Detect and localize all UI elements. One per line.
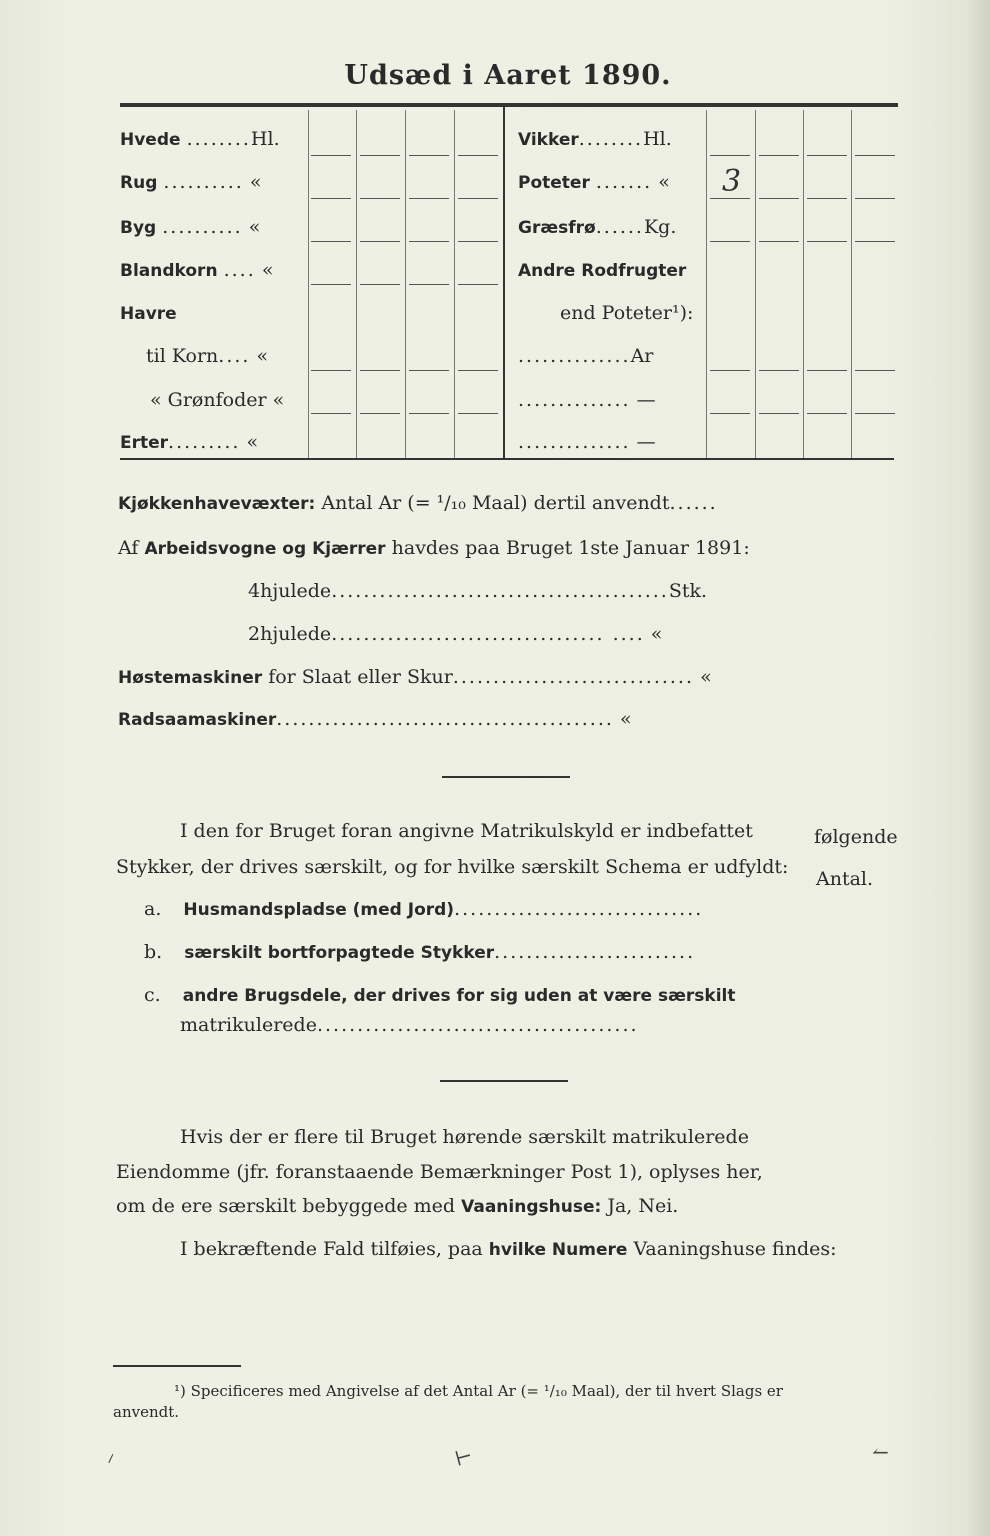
cell-line — [458, 284, 498, 285]
right-row — [518, 431, 656, 453]
cell-line — [855, 155, 895, 156]
top-rule — [120, 103, 898, 107]
radsaa-dots: .......................................... — [276, 708, 614, 730]
row-unit: « — [658, 171, 670, 193]
left-row — [120, 171, 262, 193]
left-row — [120, 259, 273, 281]
page-title: Udsæd i Aaret 1890. — [344, 60, 672, 91]
left-row — [146, 345, 268, 367]
cell-line — [409, 155, 449, 156]
row-label: Blandkorn — [120, 261, 218, 281]
cell-line — [855, 241, 895, 242]
cell-line — [807, 198, 847, 199]
cell-line — [807, 155, 847, 156]
cell-line — [710, 241, 750, 242]
row-label: til Korn — [146, 345, 219, 367]
matrikul-line1: I den for Bruget foran angivne Matrikulskyld er indbefattet — [180, 820, 753, 842]
row-dots: ......... — [168, 431, 241, 453]
hjul2-line — [248, 623, 662, 645]
pen-mark: ⸝ — [100, 1440, 118, 1467]
row-label: Poteter — [518, 173, 590, 193]
row-label: Erter — [120, 433, 169, 453]
hvis-line4-post: Vaaningshuse findes: — [633, 1238, 837, 1260]
hoste-unit: « — [700, 666, 712, 688]
row-unit: « — [248, 216, 261, 238]
cell-line — [311, 284, 351, 285]
cell-line — [807, 413, 847, 414]
row-dots: .... — [218, 345, 251, 367]
cell-line — [311, 413, 351, 414]
hvis-line4-bold: hvilke Numere — [488, 1240, 628, 1260]
matrikul-item-a — [144, 898, 703, 920]
cell-line — [710, 413, 750, 414]
grid-line — [356, 110, 357, 458]
hjul2-dots: .................................. .... — [331, 623, 645, 645]
item-dots: ............................... — [454, 898, 704, 920]
hoste-line — [118, 666, 712, 688]
hoste-bold: Høstemaskiner — [118, 668, 263, 688]
hvis-line2: Eiendomme (jfr. foranstaaende Bemærkninger Post 1), oplyses her, — [116, 1161, 763, 1183]
cell-line — [710, 155, 750, 156]
cell-line — [458, 413, 498, 414]
row-dots: ...... — [595, 216, 644, 238]
matrikul-item-c — [144, 984, 736, 1006]
radsaa-line — [118, 708, 632, 730]
kjokken-dots: ...... — [669, 492, 718, 514]
row-label: « Grønfoder — [150, 389, 267, 411]
hvis-line3-post: Ja, Nei. — [607, 1195, 679, 1217]
hjul2-label: 2hjulede — [248, 623, 332, 645]
row-label: Andre Rodfrugter — [518, 261, 687, 281]
matrikul-item-b — [144, 941, 695, 963]
row-label: Græsfrø — [518, 218, 596, 238]
cell-line — [360, 241, 400, 242]
cell-line — [759, 370, 799, 371]
section-divider — [440, 1080, 568, 1082]
row-unit: « — [256, 345, 269, 367]
row-unit: — — [636, 431, 656, 453]
cell-line — [458, 241, 498, 242]
grid-line — [706, 110, 707, 458]
radsaa-unit: « — [619, 708, 632, 730]
hvis-line4-pre: I bekræftende Fald tilføies, paa — [180, 1238, 483, 1260]
hjul4-unit: Stk. — [668, 580, 708, 602]
row-dots: .............. — [518, 431, 631, 453]
section-divider — [442, 776, 570, 778]
kjokken-label: Kjøkkenhavevæxter: — [118, 494, 316, 514]
matrikul-side1: følgende — [814, 826, 898, 848]
hjul2-unit: « — [650, 623, 663, 645]
cell-line — [409, 241, 449, 242]
item-c2-text: matrikulerede — [180, 1014, 317, 1036]
row-unit: « — [249, 171, 262, 193]
table-bottom-rule — [120, 458, 894, 460]
row-label: end Poteter¹): — [560, 302, 694, 324]
cell-line — [855, 413, 895, 414]
hjul4-line — [248, 580, 707, 602]
right-row — [518, 128, 672, 150]
cell-line — [311, 155, 351, 156]
cell-line — [855, 370, 895, 371]
right-row — [518, 389, 656, 411]
row-label: Havre — [120, 304, 177, 324]
hvis-line4 — [180, 1238, 837, 1260]
left-row — [120, 216, 260, 238]
cell-line — [458, 370, 498, 371]
cell-line — [759, 155, 799, 156]
hjul4-dots: .......................................... — [331, 580, 669, 602]
grid-line — [755, 110, 756, 458]
left-row — [120, 431, 258, 453]
row-unit: Hl. — [643, 128, 672, 150]
right-row — [518, 171, 670, 193]
right-row — [518, 259, 686, 281]
cell-line — [855, 198, 895, 199]
cell-line — [710, 198, 750, 199]
hvis-line3-pre: om de ere særskilt bebyggede med — [116, 1195, 456, 1217]
row-dots: .......... — [162, 216, 243, 238]
cell-line — [807, 241, 847, 242]
grid-line — [405, 110, 406, 458]
cell-line — [759, 198, 799, 199]
cell-line — [458, 155, 498, 156]
cell-line — [311, 198, 351, 199]
matrikul-line2: Stykker, der drives særskilt, og for hvilke særskilt Schema er udfyldt: — [116, 856, 789, 878]
row-label: Vikker — [518, 130, 579, 150]
right-row — [560, 302, 693, 324]
cell-line — [409, 198, 449, 199]
item-letter: b. — [144, 941, 163, 963]
cell-line — [360, 370, 400, 371]
row-unit: Kg. — [643, 216, 677, 238]
left-row — [120, 302, 177, 324]
cell-line — [311, 241, 351, 242]
item-letter: c. — [144, 984, 161, 1006]
cell-line — [409, 284, 449, 285]
kjokken-line — [118, 492, 718, 514]
row-label: Byg — [120, 218, 157, 238]
arbeids-bold: Arbeidsvogne og Kjærrer — [144, 539, 386, 559]
hoste-dots: .............................. — [452, 666, 695, 688]
row-unit: « — [272, 389, 285, 411]
cell-line — [360, 155, 400, 156]
cell-line — [360, 413, 400, 414]
item-label: særskilt bortforpagtede Stykker — [184, 943, 495, 963]
cell-line — [458, 198, 498, 199]
row-label: Rug — [120, 173, 158, 193]
item-label: Husmandspladse (med Jord) — [183, 900, 455, 920]
poteter-value: 3 — [722, 164, 742, 199]
right-row — [518, 216, 676, 238]
row-unit: « — [261, 259, 274, 281]
footnote-line2: anvendt. — [113, 1403, 180, 1421]
cell-line — [311, 370, 351, 371]
item-label: andre Brugsdele, der drives for sig uden at være særskilt — [182, 986, 736, 1006]
cell-line — [710, 370, 750, 371]
row-dots: .............. — [518, 345, 631, 367]
row-dots: .... — [223, 259, 256, 281]
row-dots: .............. — [518, 389, 631, 411]
page-edge — [968, 0, 990, 1536]
kjokken-text: Antal Ar (= ¹/₁₀ Maal) dertil anvendt — [321, 492, 670, 514]
item-dots: ......................... — [494, 941, 696, 963]
radsaa-bold: Radsaamaskiner — [118, 710, 277, 730]
hvis-line3-bold: Vaaningshuse: — [461, 1197, 602, 1217]
row-dots: ........ — [186, 128, 251, 150]
item-c2-dots: ........................................ — [316, 1014, 639, 1036]
arbeids-pre: Af — [118, 537, 139, 559]
cell-line — [759, 241, 799, 242]
hoste-text: for Slaat eller Skur — [268, 666, 453, 688]
row-dots: .......... — [163, 171, 244, 193]
arbeids-text: havdes paa Bruget 1ste Januar 1891: — [391, 537, 750, 559]
footnote-line1: ¹) Specificeres med Angivelse af det Antal Ar (= ¹/₁₀ Maal), der til hvert Slags er — [174, 1382, 783, 1400]
grid-line — [851, 110, 852, 458]
grid-line — [308, 110, 309, 458]
table-middle-divider — [503, 107, 505, 459]
row-unit: — — [636, 389, 656, 411]
cell-line — [409, 413, 449, 414]
cell-line — [807, 370, 847, 371]
arbeids-line — [118, 537, 750, 559]
row-unit: « — [246, 431, 259, 453]
cell-line — [360, 198, 400, 199]
item-letter: a. — [144, 898, 162, 920]
row-label: Hvede — [120, 130, 181, 150]
matrikul-side2: Antal. — [816, 868, 874, 890]
cell-line — [360, 284, 400, 285]
row-unit: Ar — [630, 345, 654, 367]
grid-line — [803, 110, 804, 458]
cell-line — [409, 370, 449, 371]
pen-mark: ↼ — [872, 1440, 889, 1464]
left-row — [150, 389, 284, 411]
pen-mark: ⊢ — [452, 1443, 476, 1471]
hvis-line1: Hvis der er flere til Bruget hørende særskilt matrikulerede — [180, 1126, 749, 1148]
hvis-line3 — [116, 1195, 678, 1217]
footnote-rule — [113, 1365, 241, 1367]
right-row — [518, 345, 653, 367]
row-unit: Hl. — [250, 128, 280, 150]
row-dots: ....... — [595, 171, 653, 193]
matrikul-item-c2 — [180, 1014, 639, 1036]
hjul4-label: 4hjulede — [248, 580, 332, 602]
left-row — [120, 128, 280, 150]
grid-line — [454, 110, 455, 458]
row-dots: ........ — [578, 128, 644, 150]
cell-line — [759, 413, 799, 414]
